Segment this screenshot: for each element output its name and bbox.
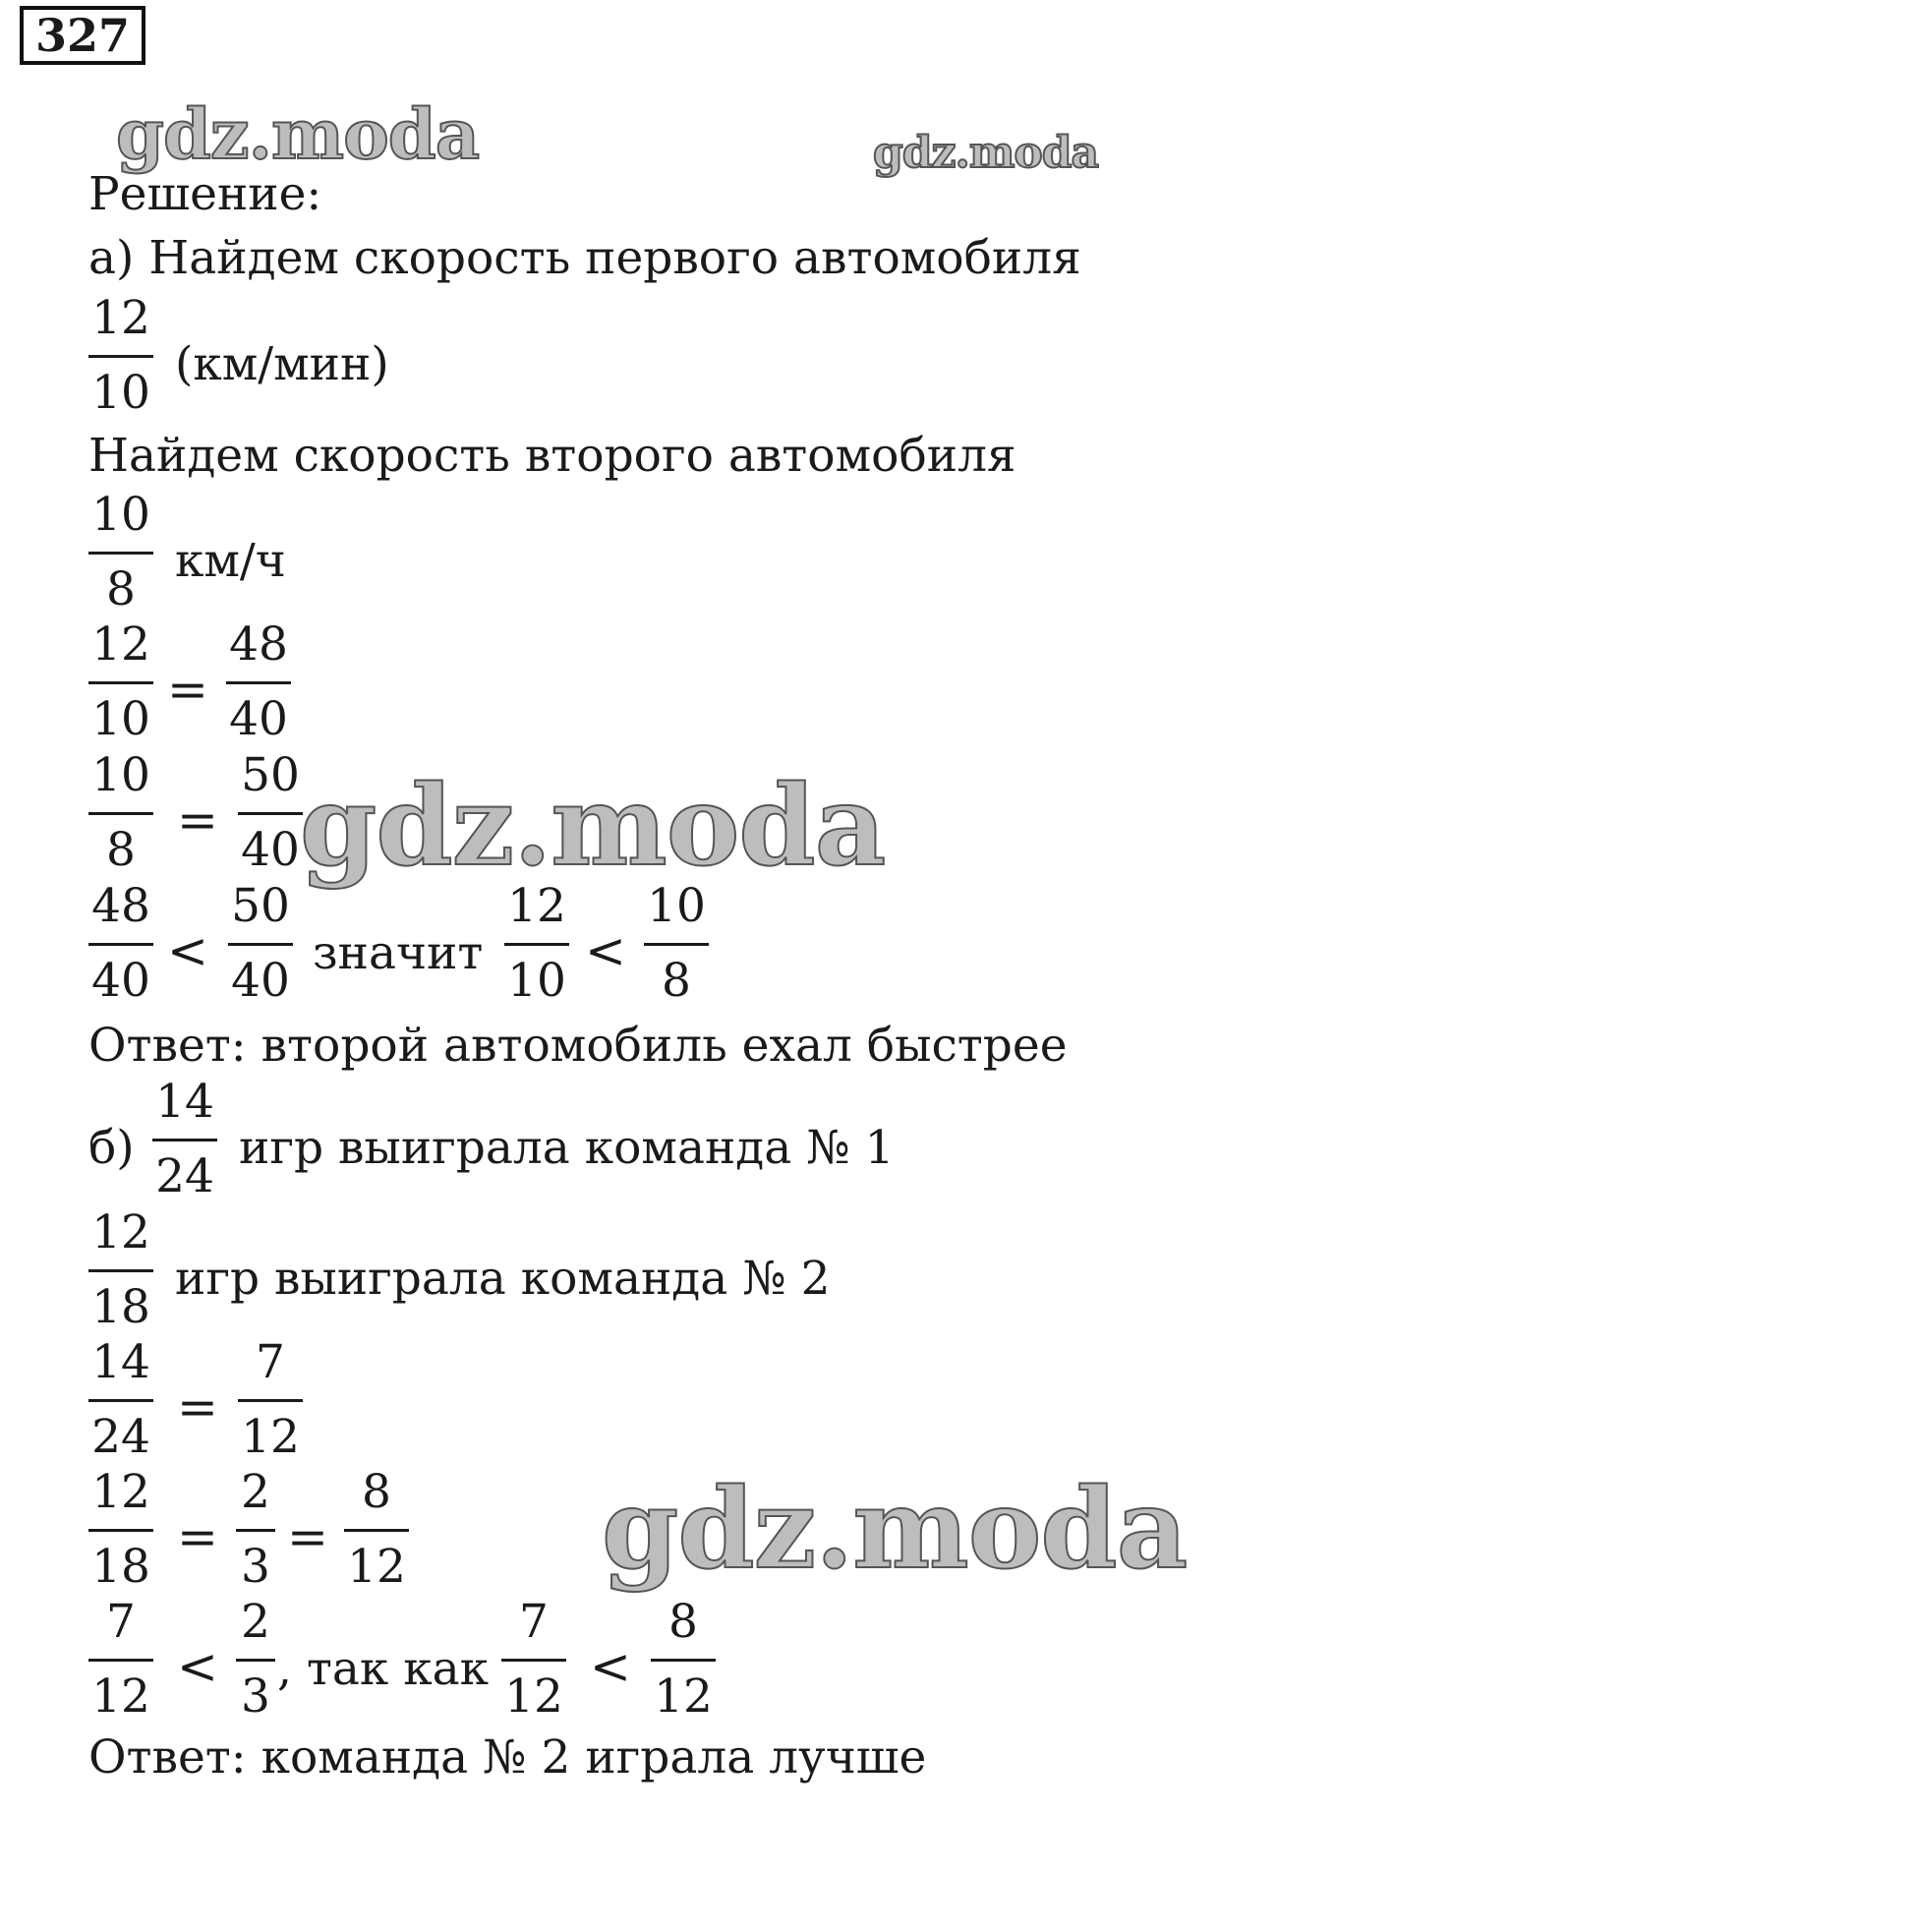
team2-text: игр выиграла команда № 2: [175, 1252, 831, 1306]
less-than-sign: <: [590, 1638, 631, 1695]
unit-label: км/ч: [175, 534, 286, 588]
connector-word: значит: [313, 926, 484, 980]
fraction: 7 12: [238, 1339, 303, 1460]
connector-word: , так как: [277, 1642, 489, 1696]
watermark: gdz.moda: [300, 762, 886, 891]
equals-sign: =: [177, 1508, 218, 1565]
answer-b: Ответ: команда № 2 играла лучше: [88, 1730, 927, 1785]
solution-heading: Решение:: [88, 167, 322, 221]
part-a-intro: а) Найдем скорость первого автомобиля: [88, 231, 1081, 285]
fraction: 12 10: [88, 295, 153, 416]
fraction: 10 8: [644, 883, 709, 1004]
fraction: 10 8: [88, 492, 153, 613]
part-a-second: Найдем скорость второго автомобиля: [88, 429, 1016, 483]
fraction: 50 40: [228, 883, 293, 1004]
fraction: 8 12: [344, 1469, 409, 1590]
watermark: gdz.moda: [873, 128, 1099, 178]
fraction: 7 12: [88, 1599, 153, 1720]
fraction: 50 40: [238, 752, 303, 873]
less-than-sign: <: [177, 1638, 218, 1695]
fraction: 8 12: [651, 1599, 716, 1720]
less-than-sign: <: [167, 922, 208, 979]
answer-a: Ответ: второй автомобиль ехал быстрее: [88, 1019, 1068, 1073]
fraction: 12 10: [504, 883, 569, 1004]
fraction: 10 8: [88, 752, 153, 873]
fraction: 12 10: [88, 621, 153, 742]
fraction: 14 24: [88, 1339, 153, 1460]
fraction: 7 12: [501, 1599, 566, 1720]
unit-label: (км/мин): [175, 337, 389, 391]
fraction: 48 40: [226, 621, 291, 742]
less-than-sign: <: [585, 922, 626, 979]
fraction: 12 18: [88, 1209, 153, 1330]
equals-sign: =: [177, 1378, 218, 1435]
equals-sign: =: [287, 1508, 328, 1565]
fraction: 2 3: [236, 1599, 275, 1720]
fraction: 2 3: [236, 1469, 275, 1590]
watermark: gdz.moda: [116, 93, 480, 175]
fraction: 48 40: [88, 883, 153, 1004]
equals-sign: =: [167, 661, 208, 718]
part-b-prefix: б): [88, 1121, 135, 1175]
fraction: 12 18: [88, 1469, 153, 1590]
equals-sign: =: [177, 791, 218, 849]
team1-text: игр выиграла команда № 1: [239, 1121, 895, 1175]
task-number: 327: [20, 6, 145, 65]
fraction: 14 24: [152, 1079, 217, 1200]
watermark: gdz.moda: [602, 1465, 1188, 1594]
